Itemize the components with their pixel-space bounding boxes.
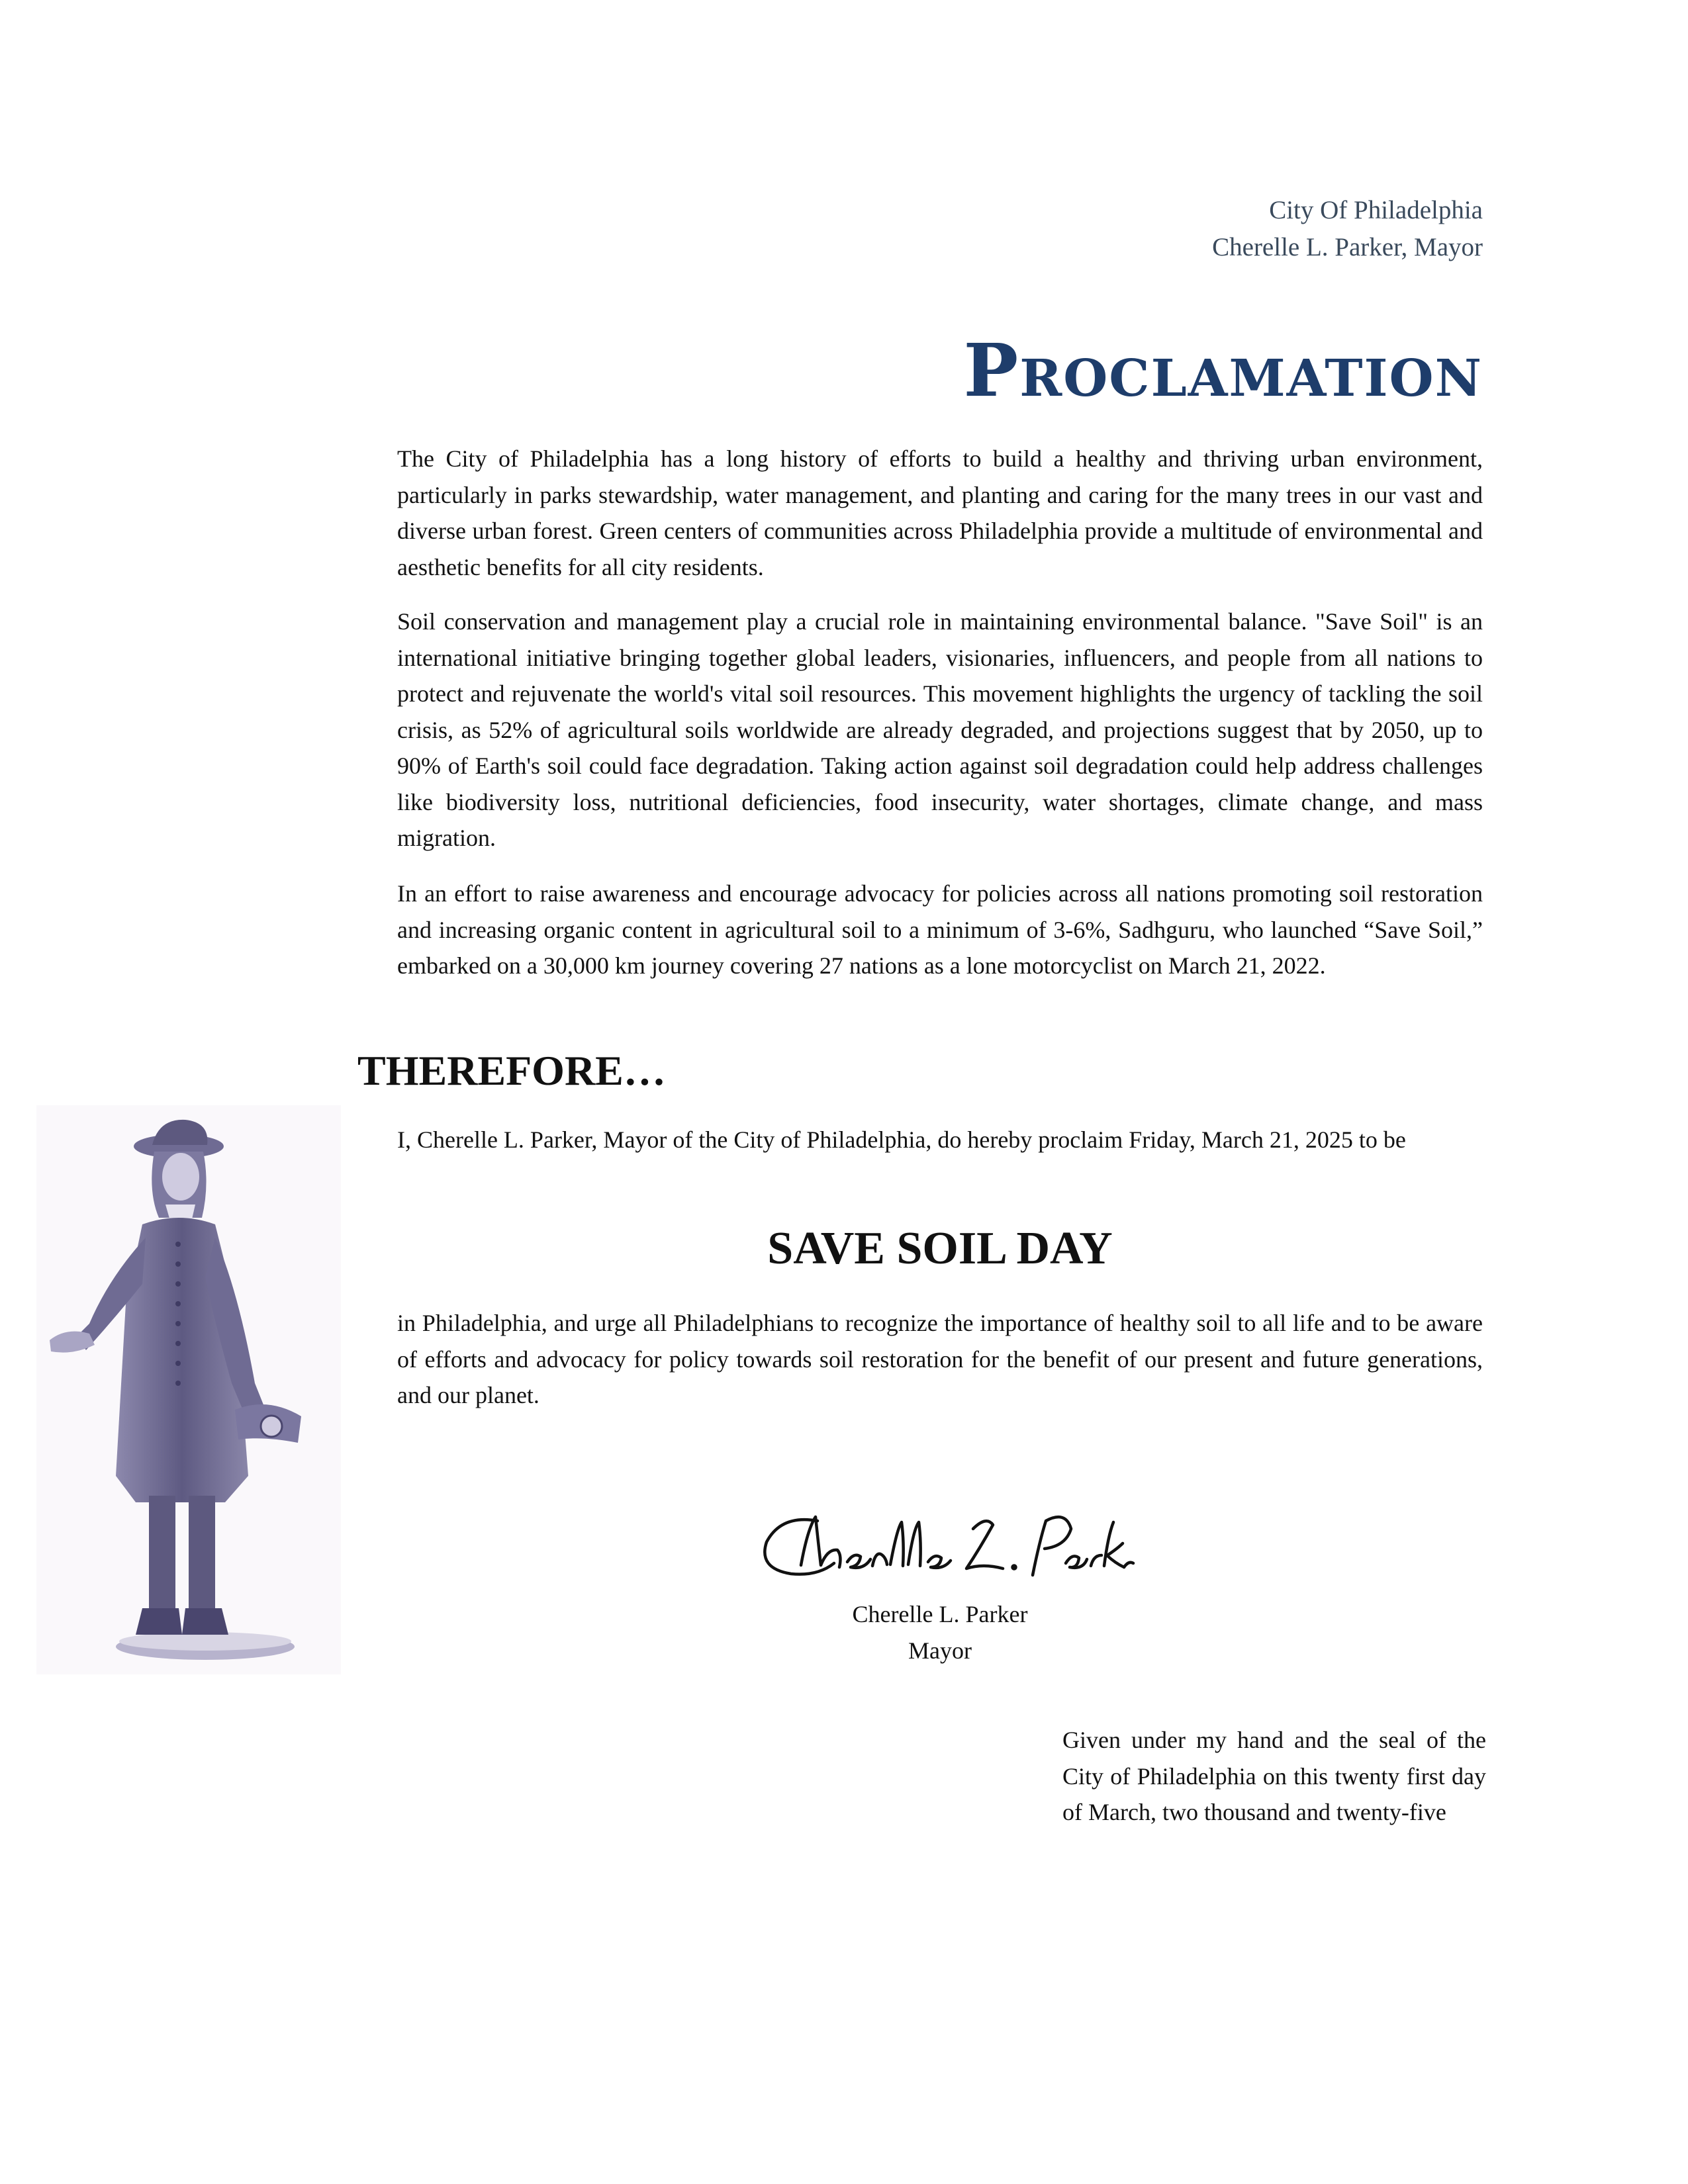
signer-name: Cherelle L. Parker	[852, 1601, 1028, 1627]
signer-title: Mayor	[908, 1637, 972, 1664]
letterhead-mayor: Cherelle L. Parker, Mayor	[1212, 233, 1483, 261]
proclamation-title: Proclamation	[963, 328, 1483, 413]
paragraph-save-soil: Soil conservation and management play a crucial role in maintaining environmental balance. "Save Soil" is an international initiative bringing together global leaders, visionaries, influencers, and people from all nations to protect and rejuvenate the world's vital soil resources. This movement highlights the urgency of tackling the soil crisis, as 52% of agricultural soils worldwide are already degraded, and projections suggest that by 2050, up to 90% of Earth's soil could face degradation. Taking action against soil degradation could help address challenges like biodiversity loss, nutritional deficiencies, food insecurity, water shortages, climate change, and mass migration.	[397, 608, 1483, 851]
william-penn-statue-icon	[36, 1105, 341, 1674]
proclaim-statement: I, Cherelle L. Parker, Mayor of the City of Philadelphia, do hereby proclaim Friday, March 21, 2025 to be	[397, 1126, 1406, 1153]
letterhead-city: City Of Philadelphia	[1269, 196, 1483, 224]
letterhead	[1212, 192, 1483, 266]
paragraph-history: The City of Philadelphia has a long history of efforts to build a healthy and thriving urban environment, particularly in parks stewardship, water management, and planting and caring for the many trees in our vast and diverse urban forest. Green centers of communities across Philadelphia provide a multitude of environmental and aesthetic benefits for all city residents.	[397, 445, 1483, 580]
mayor-signature	[755, 1502, 1139, 1592]
urge-statement: in Philadelphia, and urge all Philadelphians to recognize the importance of healthy soil to all life and to be aware of efforts and advocacy for policy towards soil restoration for the benefit of our present and future generations, and our planet.	[397, 1310, 1483, 1408]
therefore-heading: THEREFORE…	[357, 1047, 666, 1094]
paragraph-journey: In an effort to raise awareness and encourage advocacy for policies across all nations promoting soil restoration and increasing organic content in agricultural soil to a minimum of 3-6%, Sadhguru, who launched “Save Soil,” embarked on a 30,000 km journey covering 27 nations as a lone motorcyclist on March 21, 2022.	[397, 880, 1483, 979]
given-under-hand-statement: Given under my hand and the seal of the City of Philadelphia on this twenty first day of March, two thousand and twenty-five	[1062, 1727, 1486, 1825]
day-name: SAVE SOIL DAY	[767, 1223, 1113, 1274]
